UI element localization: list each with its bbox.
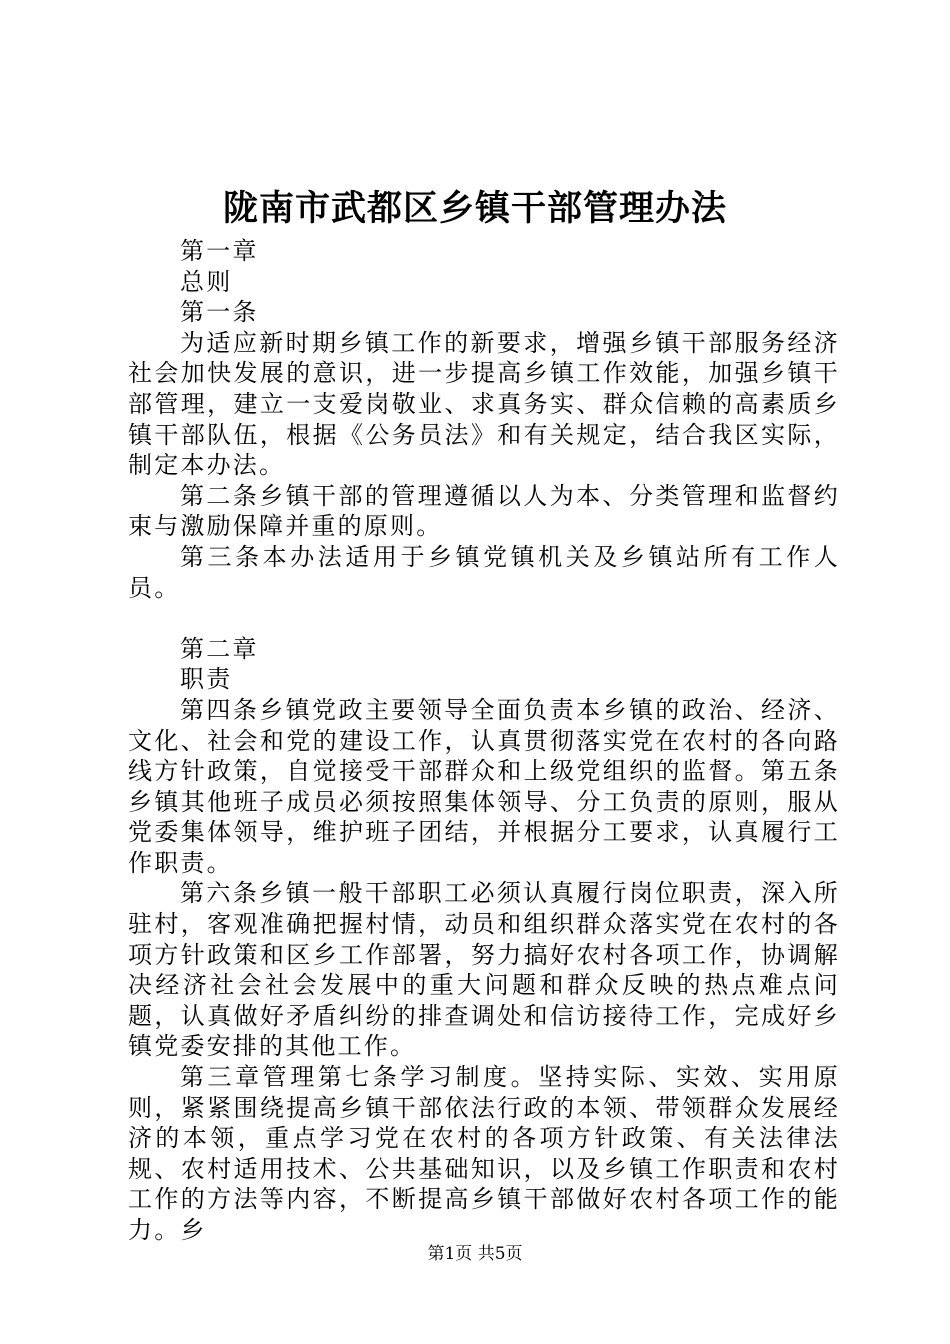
document-body xyxy=(128,236,840,1246)
paragraph: 第二条乡镇干部的管理遵循以人为本、分类管理和监督约束与激励保障并重的原则。 xyxy=(128,481,840,541)
paragraph: 第三章管理第七条学习制度。坚持实际、实效、实用原则，紧紧围绕提高乡镇干部依法行政的本领、带领群众发展经济的本领，重点学习党在农村的各项方针政策、有关法律法规、农村适用技术、公共基础知识，以及乡镇工作职责和农村工作的方法等内容，不断提高乡镇干部做好农村各项工作的能力。乡 xyxy=(128,1063,840,1244)
chapter-heading: 第一章 xyxy=(180,237,259,265)
page-footer: 第1页 共5页 xyxy=(427,1244,523,1264)
chapter-subheading: 职责 xyxy=(180,665,233,694)
blank-line xyxy=(128,603,840,634)
paragraph: 第六条乡镇一般干部职工必须认真履行岗位职责，深入所驻村，客观准确把握村情，动员和组织群众落实党在农村的各项方针政策和区乡工作部署，努力搞好农村各项工作，协调解决经济社会社会发展中的重大问题和群众反映的热点难点问题，认真做好矛盾纠纷的排查调处和信访接待工作，完成好乡镇党委安排的其他工作。 xyxy=(128,879,840,1061)
chapter-subheading: 总则 xyxy=(180,267,233,296)
article-heading: 第一条 xyxy=(180,298,259,327)
paragraph: 第四条乡镇党政主要领导全面负责本乡镇的政治、经济、文化、社会和党的建设工作，认真贯彻落实党在农村的各向路线方针政策，自觉接受干部群众和上级党组织的监督。第五条乡镇其他班子成员必须按照集体领导、分工负责的原则，服从党委集体领导，维护班子团结，并根据分工要求，认真履行工作职责。 xyxy=(128,695,840,877)
chapter-heading: 第二章 xyxy=(180,634,259,663)
document-title: 陇南市武都区乡镇干部管理办法 xyxy=(222,188,727,229)
paragraph: 为适应新时期乡镇工作的新要求，增强乡镇干部服务经济社会加快发展的意识，进一步提高乡镇工作效能，加强乡镇干部管理，建立一支爱岗敬业、求真务实、群众信赖的高素质乡镇干部队伍，根据《公务员法》和有关规定，结合我区实际，制定本办法。 xyxy=(128,328,840,480)
paragraph: 第三条本办法适用于乡镇党镇机关及乡镇站所有工作人员。 xyxy=(128,542,840,602)
